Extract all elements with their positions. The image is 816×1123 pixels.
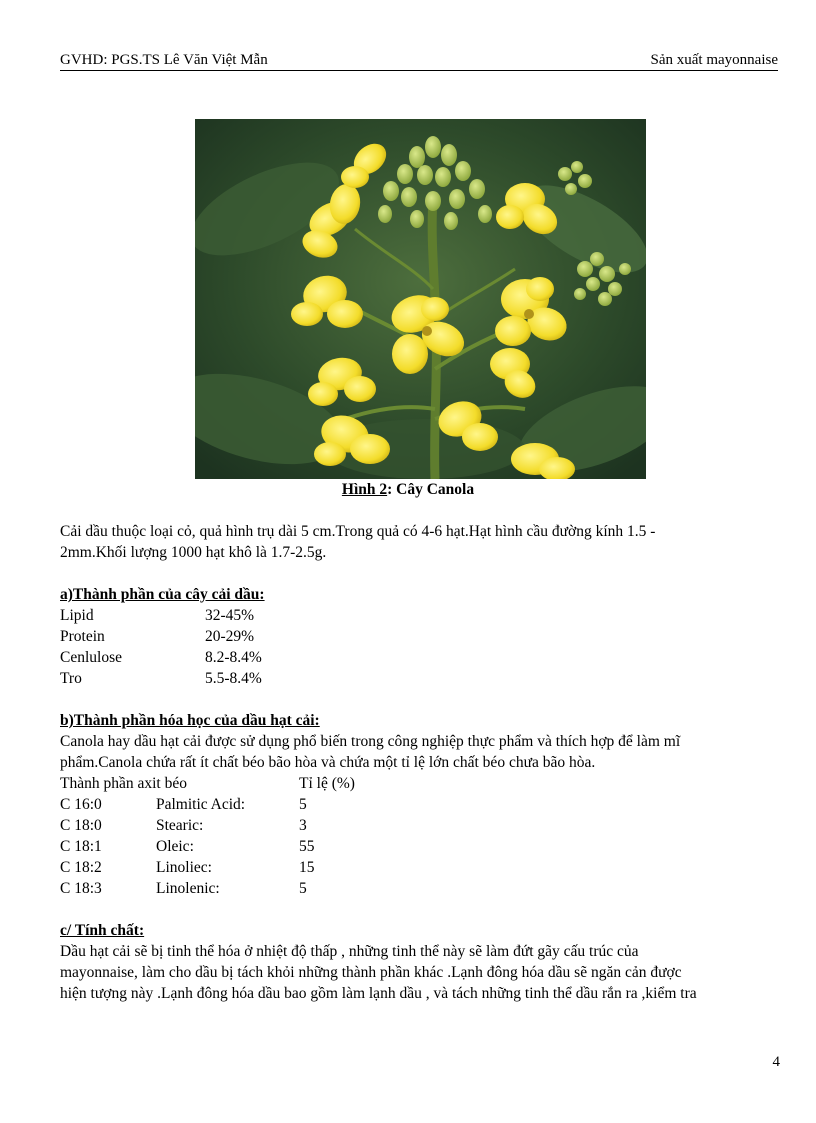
component-name: Tro (60, 670, 82, 687)
acid-code: C 18:3 (60, 880, 102, 897)
acid-code: C 18:2 (60, 859, 102, 876)
intro-line-1: Cải dầu thuộc loại cỏ, quả hình trụ dài 5 cm.Trong quả có 4-6 hạt.Hạt hình cầu đường kính 1.5 - (60, 523, 656, 540)
page-number: 4 (772, 1054, 780, 1070)
component-name: Cenlulose (60, 649, 122, 666)
composition-table (60, 605, 780, 689)
component-value: 5.5-8.4% (205, 670, 262, 687)
intro-line-2: 2mm.Khối lượng 1000 hạt khô là 1.7-2.5g. (60, 544, 327, 561)
component-value: 8.2-8.4% (205, 649, 262, 666)
canola-photo (195, 119, 646, 479)
section-a-heading: a)Thành phần của cây cải dầu: (60, 586, 265, 603)
acid-value: 55 (299, 838, 315, 855)
section-b-line-2: phẩm.Canola chứa rất ít chất béo bão hòa và chứa một tỉ lệ lớn chất béo chưa bão hòa. (60, 754, 596, 771)
table-row (60, 668, 780, 689)
canola-flower-illustration (195, 119, 646, 479)
table-row (60, 626, 780, 647)
section-c-line-3: hiện tượng này .Lạnh đông hóa dầu bao gồm làm lạnh dầu , và tách những tinh thể dầu rắn ra ,kiểm tra (60, 985, 697, 1002)
table-row (60, 815, 780, 836)
table-row (60, 836, 780, 857)
section-c-line-2: mayonnaise, làm cho dầu bị tách khỏi những thành phần khác .Lạnh đông hóa dầu sẽ ngăn cản được (60, 964, 682, 981)
figure-caption (0, 481, 816, 499)
component-value: 32-45% (205, 607, 255, 624)
document-body (60, 521, 780, 1004)
page-header (60, 52, 778, 71)
component-name: Lipid (60, 607, 94, 624)
section-b-heading: b)Thành phần hóa học của dầu hạt cải: (60, 712, 320, 729)
table-row (60, 605, 780, 626)
section-c-line-1: Dầu hạt cải sẽ bị tinh thể hóa ở nhiệt độ thấp , những tinh thể này sẽ làm đứt gãy cấu trúc của (60, 943, 639, 960)
section-c-heading: c/ Tính chất: (60, 922, 145, 939)
acid-value: 5 (299, 880, 307, 897)
component-value: 20-29% (205, 628, 255, 645)
table-row (60, 878, 780, 899)
acid-name: Palmitic Acid: (156, 796, 246, 813)
table-header-row (60, 773, 780, 794)
caption-text: : Cây Canola (387, 481, 475, 498)
header-supervisor: GVHD: PGS.TS Lê Văn Việt Mẫn (60, 52, 268, 68)
column-header: Tỉ lệ (%) (299, 775, 355, 792)
acid-value: 5 (299, 796, 307, 813)
header-title: Sản xuất mayonnaise (650, 52, 778, 68)
acid-name: Linoliec: (156, 859, 212, 876)
acid-code: C 18:1 (60, 838, 102, 855)
acid-value: 3 (299, 817, 307, 834)
acid-name: Linolenic: (156, 880, 220, 897)
column-header: Thành phần axit béo (60, 775, 187, 792)
acid-name: Stearic: (156, 817, 204, 834)
table-row (60, 794, 780, 815)
caption-label: Hình 2 (341, 481, 388, 498)
fatty-acid-table (60, 773, 780, 899)
acid-code: C 16:0 (60, 796, 102, 813)
component-name: Protein (60, 628, 105, 645)
acid-code: C 18:0 (60, 817, 102, 834)
table-row (60, 857, 780, 878)
table-row (60, 647, 780, 668)
acid-name: Oleic: (156, 838, 194, 855)
acid-value: 15 (299, 859, 315, 876)
section-b-line-1: Canola hay dầu hạt cải được sử dụng phổ biến trong công nghiệp thực phẩm và thích hợp để làm mĩ (60, 733, 681, 750)
